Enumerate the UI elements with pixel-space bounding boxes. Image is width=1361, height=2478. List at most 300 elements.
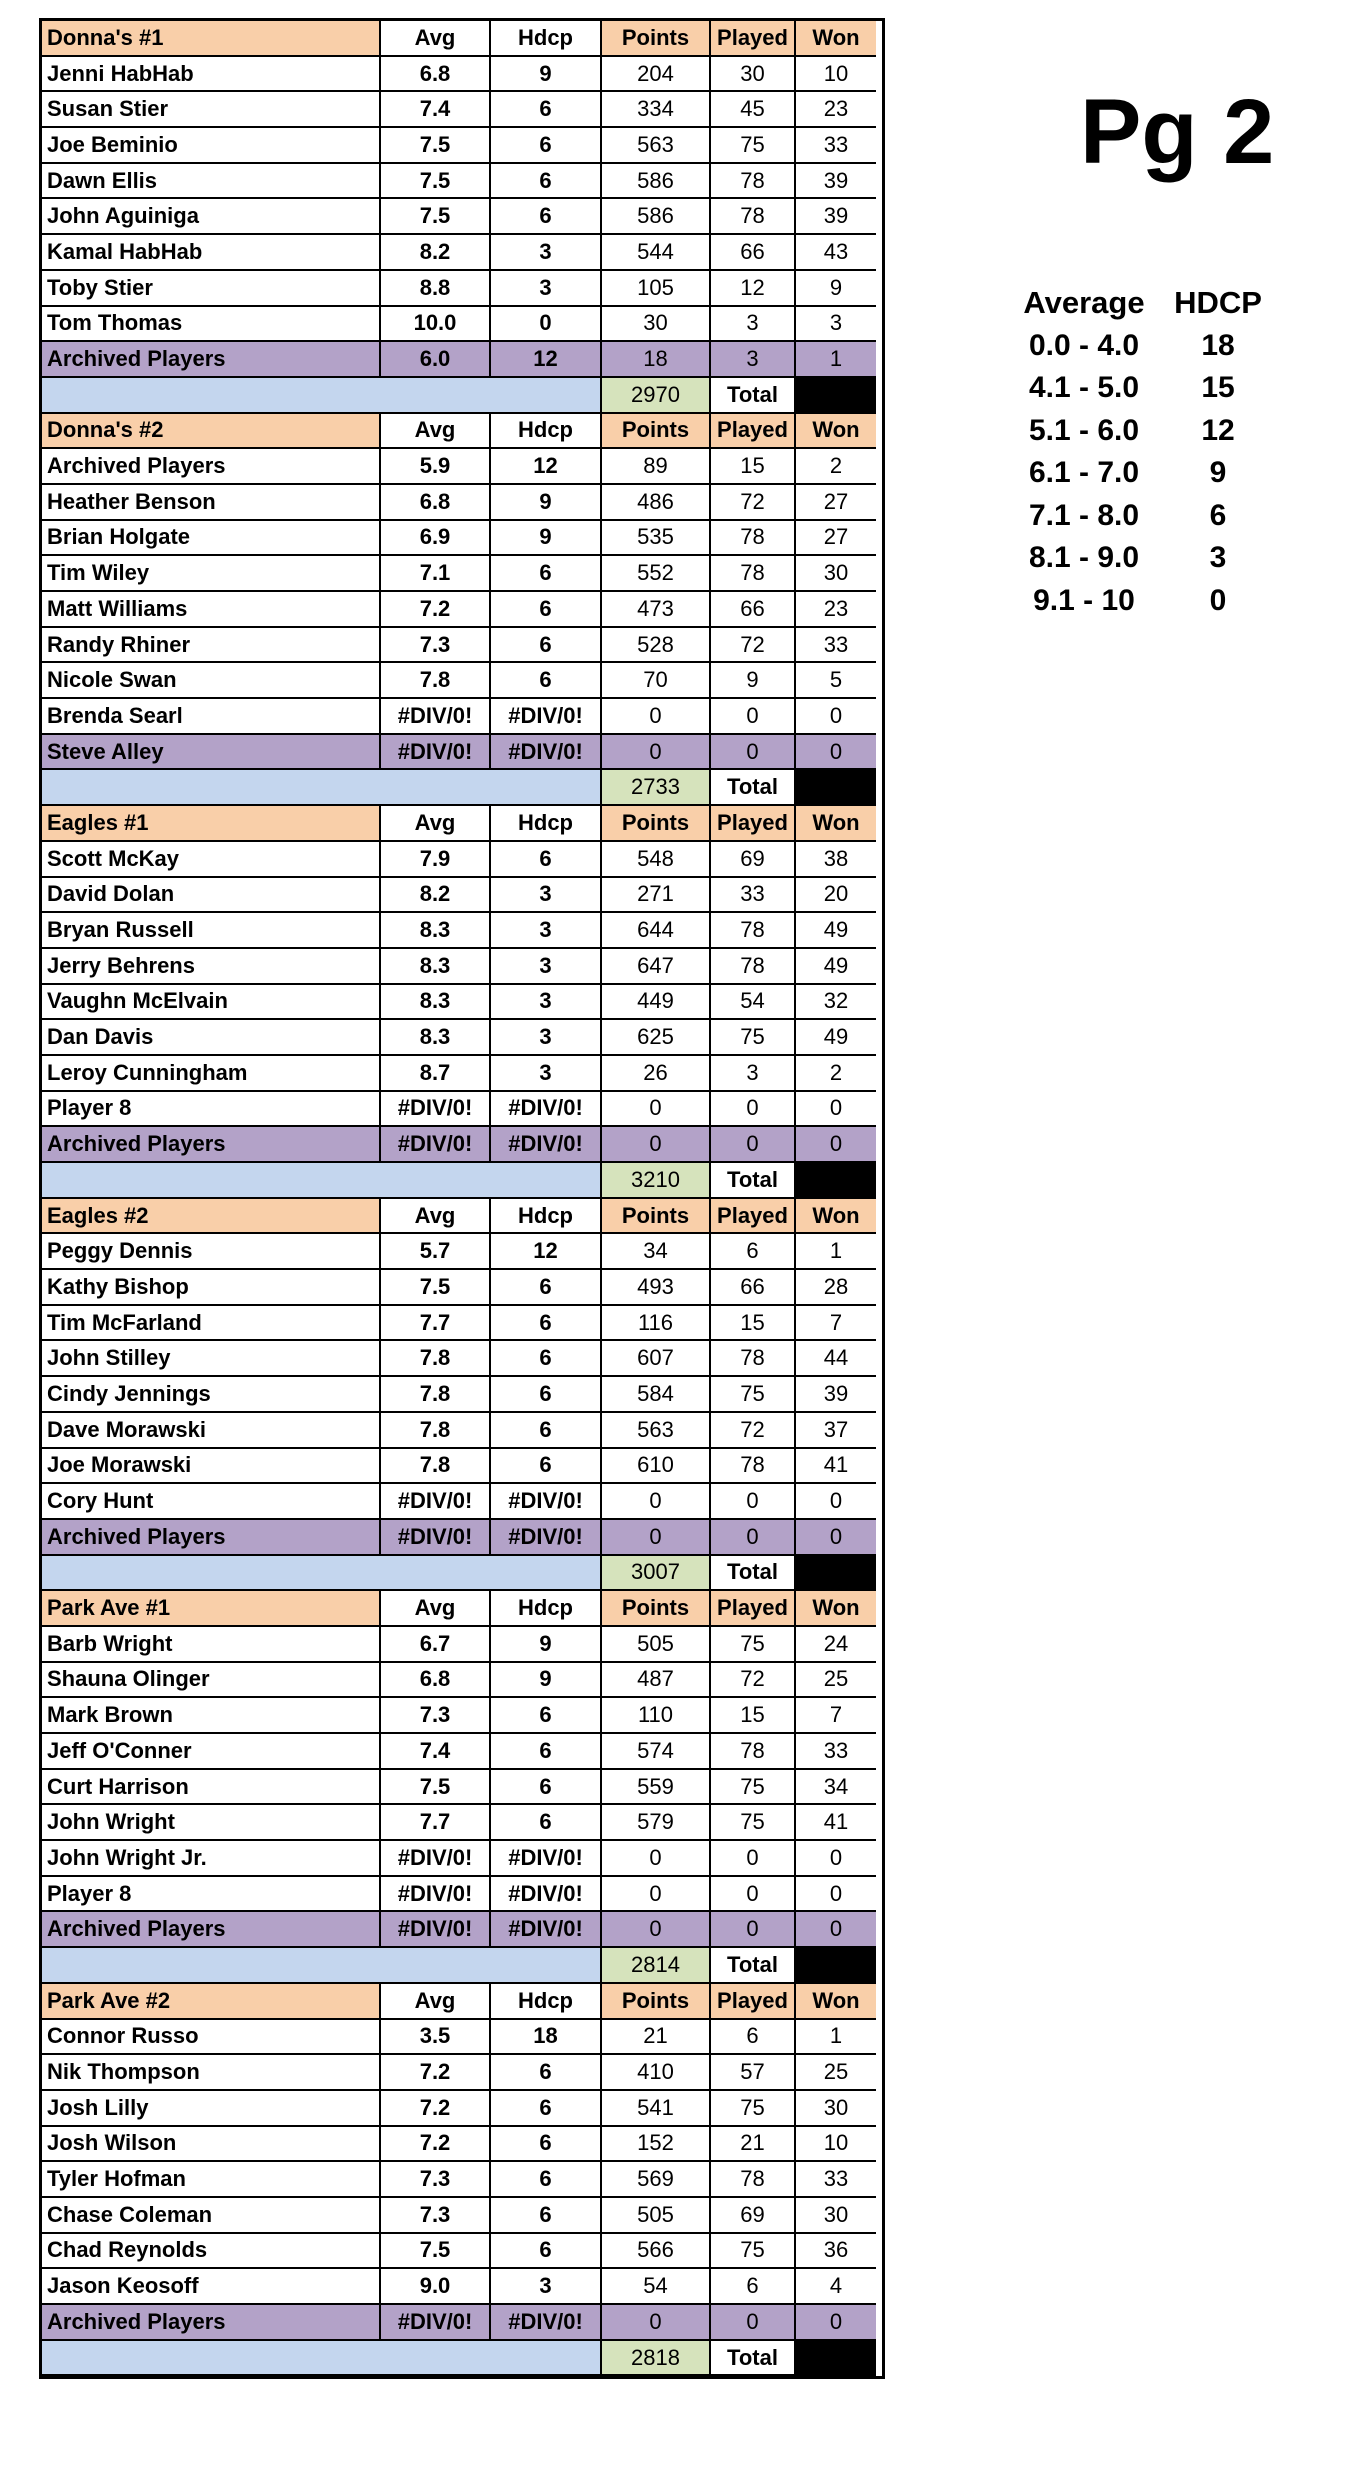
player-avg: 7.9: [381, 842, 491, 878]
player-played: 75: [711, 1770, 796, 1806]
player-played: 78: [711, 1341, 796, 1377]
player-name: Cory Hunt: [42, 1484, 381, 1520]
player-name: Josh Lilly: [42, 2091, 381, 2127]
player-hdcp: 6: [491, 2091, 602, 2127]
legend-hdcp-value: 15: [1201, 371, 1235, 405]
team-total-points: 2814: [602, 1948, 711, 1984]
player-played: 72: [711, 1413, 796, 1449]
player-points: 579: [602, 1805, 711, 1841]
player-avg: 7.8: [381, 1341, 491, 1377]
player-hdcp: 3: [491, 1056, 602, 1092]
player-won: 0: [796, 735, 876, 771]
player-row: [42, 2162, 882, 2198]
played-column-header: Played: [711, 21, 796, 57]
player-avg: #DIV/0!: [381, 1912, 491, 1948]
player-played: 0: [711, 1877, 796, 1913]
player-row: [42, 1092, 882, 1128]
player-hdcp: 6: [491, 1306, 602, 1342]
player-won: 7: [796, 1306, 876, 1342]
player-avg: #DIV/0!: [381, 735, 491, 771]
player-hdcp: 6: [491, 1805, 602, 1841]
player-played: 75: [711, 1377, 796, 1413]
player-points: 34: [602, 1234, 711, 1270]
player-points: 271: [602, 878, 711, 914]
player-avg: 9.0: [381, 2269, 491, 2305]
player-row: [42, 521, 882, 557]
player-won: 41: [796, 1449, 876, 1485]
player-row: [42, 307, 882, 343]
player-avg: 7.2: [381, 2055, 491, 2091]
player-hdcp: #DIV/0!: [491, 1127, 602, 1163]
player-avg: 6.7: [381, 1627, 491, 1663]
player-row: [42, 1805, 882, 1841]
player-played: 6: [711, 2020, 796, 2056]
player-name: Susan Stier: [42, 92, 381, 128]
player-row: [42, 663, 882, 699]
player-hdcp: 9: [491, 57, 602, 93]
legend-hdcp-value: 12: [1201, 413, 1235, 447]
player-row: [42, 985, 882, 1021]
player-won: 49: [796, 1020, 876, 1056]
player-name: Vaughn McElvain: [42, 985, 381, 1021]
player-row: [42, 1520, 882, 1556]
player-row: [42, 2198, 882, 2234]
player-won: 23: [796, 592, 876, 628]
won-column-header: Won: [796, 21, 876, 57]
player-points: 473: [602, 592, 711, 628]
player-points: 559: [602, 1770, 711, 1806]
total-label: Total: [711, 2341, 796, 2377]
player-hdcp: 6: [491, 1734, 602, 1770]
player-row: [42, 342, 882, 378]
player-points: 563: [602, 1413, 711, 1449]
hdcp-column-header: Hdcp: [491, 414, 602, 450]
player-points: 566: [602, 2234, 711, 2270]
player-avg: 7.2: [381, 592, 491, 628]
player-hdcp: 6: [491, 1377, 602, 1413]
player-name: John Aguiniga: [42, 199, 381, 235]
player-won: 4: [796, 2269, 876, 2305]
player-avg: 7.7: [381, 1306, 491, 1342]
player-hdcp: 6: [491, 1413, 602, 1449]
player-hdcp: 6: [491, 199, 602, 235]
player-won: 32: [796, 985, 876, 1021]
total-black-cell: [796, 1556, 876, 1592]
player-won: 49: [796, 949, 876, 985]
player-played: 78: [711, 556, 796, 592]
hdcp-column-header: Hdcp: [491, 1199, 602, 1235]
player-won: 2: [796, 1056, 876, 1092]
player-won: 23: [796, 92, 876, 128]
player-points: 0: [602, 699, 711, 735]
played-column-header: Played: [711, 1199, 796, 1235]
player-hdcp: 6: [491, 92, 602, 128]
team-header-row: [42, 806, 882, 842]
player-won: 30: [796, 556, 876, 592]
player-avg: 7.1: [381, 556, 491, 592]
player-name: John Wright Jr.: [42, 1841, 381, 1877]
player-avg: 8.8: [381, 271, 491, 307]
player-name: Tim McFarland: [42, 1306, 381, 1342]
player-points: 0: [602, 1877, 711, 1913]
player-hdcp: #DIV/0!: [491, 699, 602, 735]
player-name: Leroy Cunningham: [42, 1056, 381, 1092]
legend-row: [1010, 580, 1290, 623]
player-avg: 6.0: [381, 342, 491, 378]
player-won: 0: [796, 1092, 876, 1128]
points-column-header: Points: [602, 1199, 711, 1235]
player-name: Randy Rhiner: [42, 628, 381, 664]
points-column-header: Points: [602, 1984, 711, 2020]
total-spacer: [42, 2341, 602, 2377]
player-won: 36: [796, 2234, 876, 2270]
player-row: [42, 2055, 882, 2091]
player-played: 57: [711, 2055, 796, 2091]
player-hdcp: 6: [491, 1449, 602, 1485]
player-played: 15: [711, 449, 796, 485]
player-played: 12: [711, 271, 796, 307]
player-row: [42, 1734, 882, 1770]
standings-table: [39, 18, 885, 2379]
player-won: 30: [796, 2198, 876, 2234]
player-points: 116: [602, 1306, 711, 1342]
player-won: 39: [796, 199, 876, 235]
team-total-points: 2818: [602, 2341, 711, 2377]
player-name: Connor Russo: [42, 2020, 381, 2056]
player-hdcp: 6: [491, 2162, 602, 2198]
player-won: 30: [796, 2091, 876, 2127]
team-name: Eagles #1: [42, 806, 381, 842]
won-column-header: Won: [796, 1984, 876, 2020]
legend-range: 8.1 - 9.0: [1028, 541, 1140, 575]
player-won: 0: [796, 1912, 876, 1948]
player-played: 3: [711, 342, 796, 378]
player-name: David Dolan: [42, 878, 381, 914]
player-hdcp: 0: [491, 307, 602, 343]
won-column-header: Won: [796, 806, 876, 842]
player-played: 78: [711, 2162, 796, 2198]
player-name: Jenni HabHab: [42, 57, 381, 93]
legend-hdcp-value: 9: [1209, 456, 1227, 490]
player-row: [42, 1841, 882, 1877]
team-total-row: [42, 2341, 882, 2377]
player-played: 0: [711, 699, 796, 735]
player-played: 0: [711, 735, 796, 771]
player-avg: #DIV/0!: [381, 1092, 491, 1128]
player-avg: #DIV/0!: [381, 699, 491, 735]
player-points: 449: [602, 985, 711, 1021]
player-hdcp: 6: [491, 556, 602, 592]
player-played: 69: [711, 842, 796, 878]
player-hdcp: 12: [491, 449, 602, 485]
player-avg: 8.3: [381, 913, 491, 949]
player-row: [42, 1377, 882, 1413]
player-played: 45: [711, 92, 796, 128]
player-name: Kathy Bishop: [42, 1270, 381, 1306]
player-name: Dave Morawski: [42, 1413, 381, 1449]
player-played: 66: [711, 235, 796, 271]
player-played: 75: [711, 2234, 796, 2270]
player-name: Jerry Behrens: [42, 949, 381, 985]
player-hdcp: 6: [491, 1270, 602, 1306]
player-hdcp: 6: [491, 2234, 602, 2270]
player-row: [42, 1484, 882, 1520]
team-total-points: 2733: [602, 770, 711, 806]
team-header-row: [42, 414, 882, 450]
player-played: 0: [711, 1520, 796, 1556]
player-hdcp: 18: [491, 2020, 602, 2056]
total-label: Total: [711, 1556, 796, 1592]
player-hdcp: 6: [491, 842, 602, 878]
player-hdcp: 6: [491, 1698, 602, 1734]
player-won: 33: [796, 128, 876, 164]
player-row: [42, 842, 882, 878]
player-points: 644: [602, 913, 711, 949]
player-points: 0: [602, 1484, 711, 1520]
hdcp-column-header: Hdcp: [491, 1591, 602, 1627]
player-hdcp: 12: [491, 1234, 602, 1270]
player-points: 30: [602, 307, 711, 343]
player-row: [42, 128, 882, 164]
player-won: 0: [796, 699, 876, 735]
player-won: 3: [796, 307, 876, 343]
player-won: 9: [796, 271, 876, 307]
player-hdcp: 3: [491, 913, 602, 949]
player-avg: 7.4: [381, 92, 491, 128]
player-points: 505: [602, 1627, 711, 1663]
player-name: Brenda Searl: [42, 699, 381, 735]
legend-header: [1010, 282, 1290, 325]
player-won: 20: [796, 878, 876, 914]
avg-column-header: Avg: [381, 1984, 491, 2020]
player-avg: #DIV/0!: [381, 1127, 491, 1163]
player-points: 89: [602, 449, 711, 485]
player-name: Player 8: [42, 1877, 381, 1913]
player-name: Chad Reynolds: [42, 2234, 381, 2270]
player-name: Tom Thomas: [42, 307, 381, 343]
team-header-row: [42, 1984, 882, 2020]
player-played: 6: [711, 2269, 796, 2305]
player-hdcp: 6: [491, 1770, 602, 1806]
player-avg: 7.5: [381, 128, 491, 164]
player-name: Cindy Jennings: [42, 1377, 381, 1413]
player-points: 152: [602, 2127, 711, 2163]
player-won: 7: [796, 1698, 876, 1734]
won-column-header: Won: [796, 1591, 876, 1627]
hdcp-column-header: Hdcp: [491, 806, 602, 842]
player-points: 625: [602, 1020, 711, 1056]
player-hdcp: 6: [491, 1341, 602, 1377]
player-played: 21: [711, 2127, 796, 2163]
player-points: 0: [602, 1520, 711, 1556]
total-spacer: [42, 378, 602, 414]
player-points: 584: [602, 1377, 711, 1413]
player-name: Archived Players: [42, 1520, 381, 1556]
player-name: Nik Thompson: [42, 2055, 381, 2091]
player-name: Matt Williams: [42, 592, 381, 628]
player-points: 569: [602, 2162, 711, 2198]
player-played: 15: [711, 1306, 796, 1342]
team-total-points: 2970: [602, 378, 711, 414]
player-played: 75: [711, 1020, 796, 1056]
player-name: Josh Wilson: [42, 2127, 381, 2163]
player-won: 0: [796, 1520, 876, 1556]
player-points: 21: [602, 2020, 711, 2056]
player-hdcp: #DIV/0!: [491, 1841, 602, 1877]
player-won: 24: [796, 1627, 876, 1663]
total-spacer: [42, 1948, 602, 1984]
player-hdcp: #DIV/0!: [491, 1092, 602, 1128]
team-total-row: [42, 378, 882, 414]
player-row: [42, 1627, 882, 1663]
player-points: 54: [602, 2269, 711, 2305]
player-avg: 7.4: [381, 1734, 491, 1770]
player-row: [42, 735, 882, 771]
player-avg: 8.3: [381, 949, 491, 985]
player-row: [42, 1449, 882, 1485]
player-row: [42, 592, 882, 628]
player-played: 3: [711, 307, 796, 343]
player-row: [42, 92, 882, 128]
player-hdcp: 6: [491, 2198, 602, 2234]
player-won: 0: [796, 2305, 876, 2341]
player-played: 0: [711, 1484, 796, 1520]
player-won: 39: [796, 164, 876, 200]
player-hdcp: 3: [491, 271, 602, 307]
team-name: Donna's #1: [42, 21, 381, 57]
player-row: [42, 2091, 882, 2127]
total-black-cell: [796, 1948, 876, 1984]
player-points: 548: [602, 842, 711, 878]
player-played: 72: [711, 628, 796, 664]
team-total-row: [42, 1163, 882, 1199]
player-row: [42, 1698, 882, 1734]
player-avg: 6.8: [381, 57, 491, 93]
legend-row: [1010, 537, 1290, 580]
player-points: 0: [602, 1127, 711, 1163]
handicap-legend: [1010, 282, 1290, 622]
total-spacer: [42, 1163, 602, 1199]
player-hdcp: 3: [491, 2269, 602, 2305]
player-name: Scott McKay: [42, 842, 381, 878]
player-hdcp: 3: [491, 985, 602, 1021]
legend-hdcp-value: 18: [1201, 328, 1235, 362]
player-played: 6: [711, 1234, 796, 1270]
player-row: [42, 2234, 882, 2270]
total-label: Total: [711, 378, 796, 414]
won-column-header: Won: [796, 414, 876, 450]
player-row: [42, 1770, 882, 1806]
player-name: Joe Morawski: [42, 1449, 381, 1485]
player-row: [42, 1877, 882, 1913]
player-points: 0: [602, 735, 711, 771]
player-avg: #DIV/0!: [381, 1877, 491, 1913]
player-played: 30: [711, 57, 796, 93]
player-won: 33: [796, 628, 876, 664]
legend-range: 0.0 - 4.0: [1028, 328, 1140, 362]
player-won: 37: [796, 1413, 876, 1449]
avg-column-header: Avg: [381, 806, 491, 842]
player-avg: 8.3: [381, 985, 491, 1021]
player-avg: #DIV/0!: [381, 2305, 491, 2341]
player-name: Steve Alley: [42, 735, 381, 771]
played-column-header: Played: [711, 1984, 796, 2020]
player-played: 78: [711, 164, 796, 200]
player-points: 493: [602, 1270, 711, 1306]
player-name: Kamal HabHab: [42, 235, 381, 271]
player-row: [42, 1127, 882, 1163]
player-avg: 5.9: [381, 449, 491, 485]
player-won: 1: [796, 1234, 876, 1270]
player-name: Toby Stier: [42, 271, 381, 307]
player-name: Dawn Ellis: [42, 164, 381, 200]
player-points: 0: [602, 2305, 711, 2341]
player-avg: 6.8: [381, 1663, 491, 1699]
player-played: 0: [711, 1912, 796, 1948]
player-hdcp: #DIV/0!: [491, 1877, 602, 1913]
player-row: [42, 2020, 882, 2056]
player-hdcp: 3: [491, 878, 602, 914]
total-black-cell: [796, 1163, 876, 1199]
legend-row: [1010, 452, 1290, 495]
player-avg: 7.5: [381, 199, 491, 235]
player-avg: 7.8: [381, 1413, 491, 1449]
player-row: [42, 628, 882, 664]
player-row: [42, 449, 882, 485]
player-avg: 8.2: [381, 235, 491, 271]
legend-row: [1010, 495, 1290, 538]
player-hdcp: 3: [491, 235, 602, 271]
legend-range: 7.1 - 8.0: [1028, 498, 1140, 532]
legend-rows: [1010, 325, 1290, 623]
player-row: [42, 2269, 882, 2305]
total-spacer: [42, 1556, 602, 1592]
player-name: Archived Players: [42, 2305, 381, 2341]
legend-row: [1010, 410, 1290, 453]
player-hdcp: 9: [491, 521, 602, 557]
team-total-points: 3210: [602, 1163, 711, 1199]
player-played: 0: [711, 1841, 796, 1877]
legend-hdcp-value: 0: [1209, 583, 1227, 617]
legend-range: 9.1 - 10: [1033, 583, 1135, 617]
player-name: Archived Players: [42, 1912, 381, 1948]
team-name: Park Ave #2: [42, 1984, 381, 2020]
player-points: 334: [602, 92, 711, 128]
player-points: 18: [602, 342, 711, 378]
total-label: Total: [711, 770, 796, 806]
player-played: 72: [711, 485, 796, 521]
player-avg: 7.7: [381, 1805, 491, 1841]
player-avg: 7.8: [381, 1377, 491, 1413]
player-points: 410: [602, 2055, 711, 2091]
player-avg: 7.3: [381, 628, 491, 664]
hdcp-column-header: Hdcp: [491, 21, 602, 57]
player-hdcp: 6: [491, 2127, 602, 2163]
player-won: 25: [796, 1663, 876, 1699]
player-avg: #DIV/0!: [381, 1841, 491, 1877]
player-won: 33: [796, 2162, 876, 2198]
player-won: 2: [796, 449, 876, 485]
player-won: 0: [796, 1841, 876, 1877]
player-name: Chase Coleman: [42, 2198, 381, 2234]
player-points: 541: [602, 2091, 711, 2127]
hdcp-column-header: Hdcp: [491, 1984, 602, 2020]
player-row: [42, 1912, 882, 1948]
team-total-row: [42, 770, 882, 806]
player-points: 586: [602, 199, 711, 235]
player-row: [42, 913, 882, 949]
player-points: 505: [602, 2198, 711, 2234]
